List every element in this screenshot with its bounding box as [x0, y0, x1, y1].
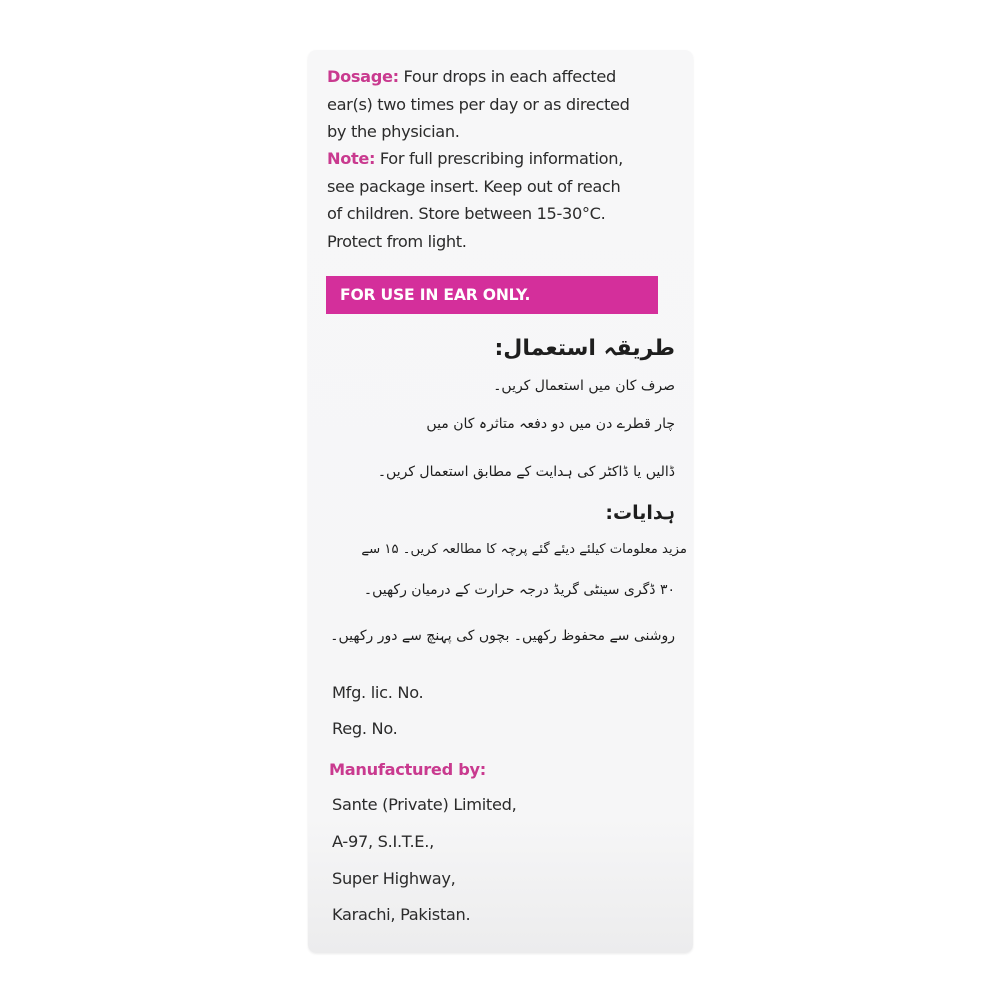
mfg-license-number: Mfg. lic. No.	[332, 683, 424, 702]
note-line-2: see package insert. Keep out of reach	[327, 176, 621, 196]
manufactured-by-label: Manufactured by:	[329, 760, 486, 779]
note-line-3: of children. Store between 15-30°C.	[327, 204, 606, 224]
urdu-instructions-line-3: روشنی سے محفوظ رکھیں۔ بچوں کی پہنچ سے دور رکھیں۔	[330, 628, 675, 644]
dosage-text-1: Four drops in each affected	[398, 67, 616, 86]
urdu-instructions-heading: ہدایات:	[605, 502, 675, 524]
manufacturer-address-city: Karachi, Pakistan.	[332, 905, 471, 924]
note-section	[327, 145, 687, 255]
dosage-line-3: by the physician.	[327, 122, 460, 142]
note-text-1: For full prescribing information,	[375, 149, 623, 168]
manufacturer-address-road: Super Highway,	[332, 869, 456, 888]
note-label: Note:	[327, 149, 376, 168]
urdu-usage-line-2: چار قطرے دن میں دو دفعہ متاثرہ کان میں	[426, 416, 675, 432]
dosage-section	[327, 63, 687, 146]
urdu-usage-line-3: ڈالیں یا ڈاکٹر کی ہدایت کے مطابق استعمال کریں۔	[377, 464, 675, 480]
urdu-instructions-line-2: ۳۰ ڈگری سینٹی گریڈ درجہ حرارت کے درمیان رکھیں۔	[363, 582, 675, 598]
urdu-usage-line-1: صرف کان میں استعمال کریں۔	[493, 378, 675, 394]
ear-only-banner: FOR USE IN EAR ONLY.	[326, 276, 658, 314]
manufacturer-address-street: A-97, S.I.T.E.,	[332, 832, 434, 851]
urdu-instructions-line-1: مزید معلومات کیلئے دیئے گئے پرچہ کا مطالعہ کریں۔ ۱۵ سے	[361, 542, 687, 557]
note-line-1	[327, 145, 687, 173]
dosage-line-1	[327, 63, 687, 91]
manufacturer-name: Sante (Private) Limited,	[332, 795, 517, 814]
note-line-4: Protect from light.	[327, 231, 467, 251]
package-label-panel	[308, 50, 693, 953]
urdu-usage-heading: طریقہ استعمال:	[494, 336, 675, 361]
dosage-line-2: ear(s) two times per day or as directed	[327, 94, 630, 114]
dosage-label: Dosage:	[327, 67, 399, 86]
registration-number: Reg. No.	[332, 719, 398, 738]
